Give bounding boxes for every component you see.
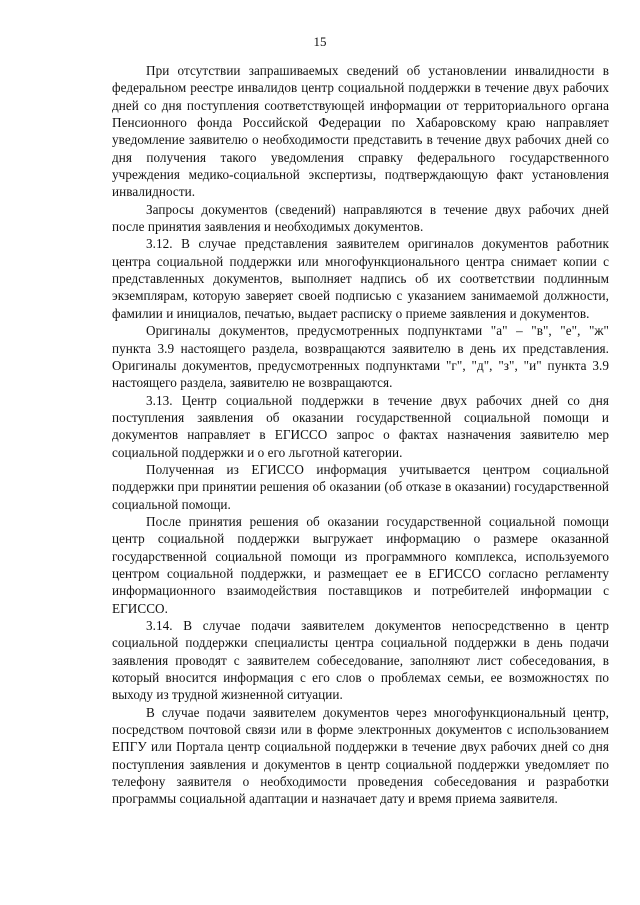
paragraph: В случае подачи заявителем документов через многофункциональный центр, посредством почтовой связи или в форме электронных документов с использованием ЕПГУ или Портала центр социальной поддержки в течение двух рабочих дней со дня поступления заявления и документов в центр социальной поддержки уведомляет по телефону заявителя о необходимости проведения собеседования и разработки программы социальной адаптации и назначает дату и время приема заявителя.	[112, 704, 609, 807]
paragraph: 3.12. В случае представления заявителем оригиналов документов работник центра социальной поддержки или многофункционального центра снимает копии с представленных документов, выполняет надпись об их соответствии подлинным экземплярам, которую заверяет своей подписью с указанием занимаемой должности, фамилии и инициалов, печатью, выдает расписку о приеме заявления и документов.	[112, 236, 609, 321]
paragraph: При отсутствии запрашиваемых сведений об установлении инвалидности в федеральном реестре инвалидов центр социальной поддержки в течение двух рабочих дней со дня поступления соответствующей информации от территориального органа Пенсионного фонда Российской Федерации по Хабаровскому краю направляет уведомление заявителю о необходимости представить в течение двух рабочих дней со дня получения такого уведомления справку федерального государственного учреждения медико-социальной экспертизы, подтверждающую факт установления инвалидности.	[112, 63, 609, 200]
page-number: 15	[313, 34, 327, 49]
paragraph: Запросы документов (сведений) направляются в течение двух рабочих дней после принятия заявления и необходимых документов.	[112, 201, 609, 235]
paragraph: После принятия решения об оказании государственной социальной помощи центр социальной поддержки выгружает информацию о размере оказанной государственной социальной помощи из программного комплекса, используемого центром социальной поддержки, и размещает ее в ЕГИССО согласно регламенту информационного взаимодействия поставщиков и потребителей информации с ЕГИССО.	[112, 513, 609, 616]
paragraph: Полученная из ЕГИССО информация учитывается центром социальной поддержки при принятии решения об оказании (об отказе в оказании) государственной социальной помощи.	[112, 461, 609, 512]
paragraph: 3.13. Центр социальной поддержки в течение двух рабочих дней со дня поступления заявления об оказании государственной социальной помощи и документов направляет в ЕГИССО запрос о фактах назначения заявителю мер социальной поддержки и о его льготной категории.	[112, 392, 609, 460]
paragraph: Оригиналы документов, предусмотренных подпунктами "а" – "в", "е", "ж" пункта 3.9 настоящего раздела, возвращаются заявителю в день их представления. Оригиналы документов, предусмотренных подпунктами "г", "д", "з", "и" пункта 3.9 настоящего раздела, заявителю не возвращаются.	[112, 323, 609, 391]
paragraph: 3.14. В случае подачи заявителем документов непосредственно в центр социальной поддержки специалисты центра социальной поддержки в день подачи заявления проводят с заявителем собеседование, заполняют лист собеседования, в который вносится информация с его слов о проблемах семьи, ее возможностях по выходу из трудной жизненной ситуации.	[112, 618, 609, 703]
document-body	[112, 62, 609, 808]
